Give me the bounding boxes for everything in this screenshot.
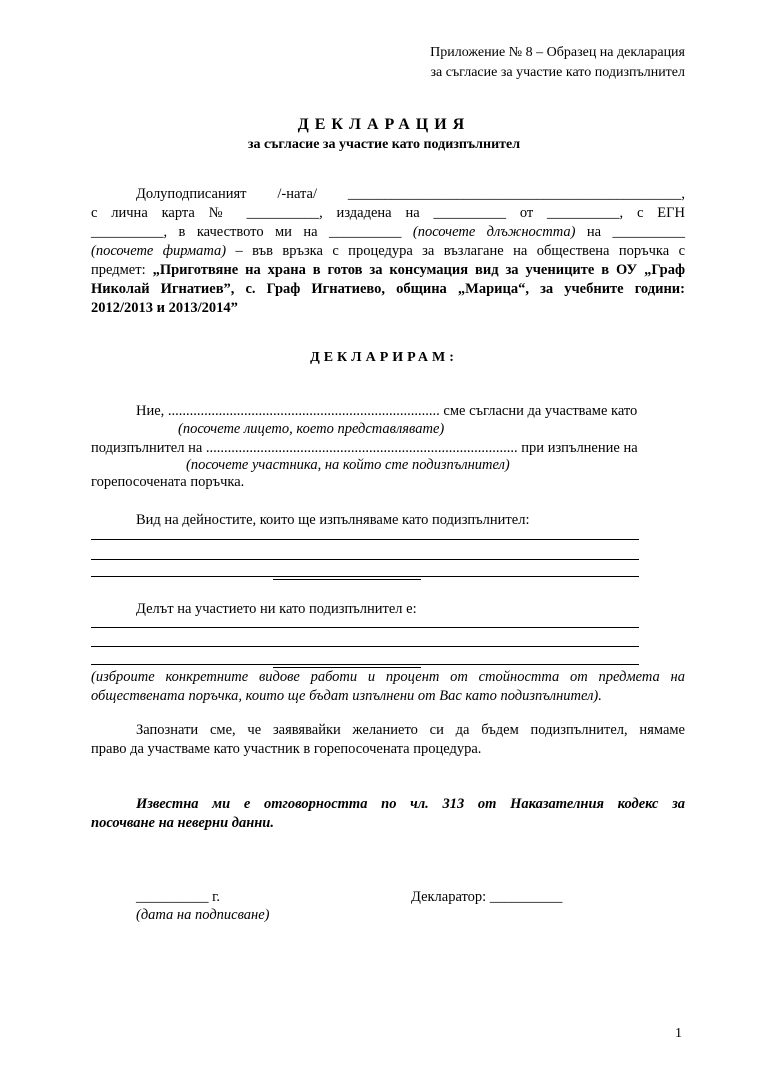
- signature-date: __________ г.: [136, 889, 221, 905]
- share-hint-line-2: обществената поръчка, които ще бъдат изпълнени от Вас като подизпълнител).: [91, 688, 602, 704]
- annex-line-2: за съгласие за участие като подизпълнител: [430, 65, 685, 80]
- intro-line-3: [91, 223, 685, 242]
- activities-line-2: [91, 559, 639, 560]
- intro-line-4-text: – във връзка с процедура за възлагане на обществена поръчка с: [226, 243, 686, 259]
- consent-line-1: Ние, ........................................................................... сме съгласни да участваме като: [136, 403, 638, 419]
- subject-label: предмет:: [91, 262, 153, 278]
- intro-line-3-end: на __________: [575, 224, 685, 240]
- consent-line-2: подизпълнител на ...................................................................................... при изпълнение на: [91, 440, 638, 456]
- aware-line-1: Запознати сме, че заявявайки желанието си да бъдем подизпълнител, нямаме: [136, 722, 685, 738]
- participant-hint: (посочете участника, на който сте подизпълнител): [186, 457, 510, 473]
- share-label: Делът на участието ни като подизпълнител е:: [136, 601, 417, 617]
- share-line-1: [91, 627, 639, 628]
- intro-line-1: Долуподписаният /-ната/ ______________________________________________,: [136, 186, 685, 202]
- subject-text-start: „Приготвяне на храна в готов за консумация вид за учениците в ОУ „Граф: [152, 262, 686, 278]
- annex-line-1: Приложение № 8 – Образец на декларация: [430, 45, 685, 60]
- activities-label: Вид на дейностите, които ще изпълняваме като подизпълнител:: [136, 512, 530, 528]
- activities-short-line: [273, 579, 421, 580]
- share-line-2: [91, 646, 639, 647]
- page-number: 1: [675, 1026, 682, 1041]
- share-line-3: [91, 664, 639, 665]
- liability-paragraph: [91, 795, 685, 833]
- signature-date-hint: (дата на подписване): [136, 907, 270, 923]
- liability-line-2: посочване на неверни данни.: [91, 815, 274, 831]
- intro-line-4: [91, 242, 685, 261]
- share-hint-line-1: (изброите конкретните видове работи и процент от стойността от предмета на: [91, 669, 685, 685]
- position-hint: (посочете длъжността): [412, 224, 576, 240]
- aware-line-2: право да участваме като участник в горепосочената процедура.: [91, 741, 482, 757]
- intro-line-5: [91, 261, 685, 280]
- document-subtitle: за съгласие за участие като подизпълнител: [247, 137, 521, 152]
- intro-line-6: Николай Игнатиев”, с. Граф Игнатиево, община „Марица“, за учебните години:: [91, 281, 685, 297]
- liability-line-1: Известна ми е отговорността по чл. 313 от Наказателния кодекс за: [136, 796, 685, 812]
- activities-line-1: [91, 539, 639, 540]
- declarant-signature: Декларатор: __________: [411, 889, 563, 905]
- consent-line-3: горепосочената поръчка.: [91, 474, 245, 490]
- intro-line-2: с лична карта № __________, издадена на __________ от __________, с ЕГН: [91, 205, 685, 221]
- share-hint: [91, 668, 685, 706]
- intro-line-7: 2012/2013 и 2013/2014”: [91, 300, 238, 316]
- intro-paragraph: [91, 185, 685, 318]
- intro-line-3-text: __________, в качеството ми на __________: [91, 224, 413, 240]
- company-hint: (посочете фирмата): [91, 243, 227, 259]
- represented-person-hint: (посочете лицето, което представлявате): [178, 421, 445, 437]
- declare-heading: ДЕКЛАРИРАМ:: [310, 350, 458, 365]
- aware-paragraph: [91, 721, 685, 759]
- document-title: ДЕКЛАРАЦИЯ: [297, 116, 471, 133]
- activities-line-3: [91, 576, 639, 577]
